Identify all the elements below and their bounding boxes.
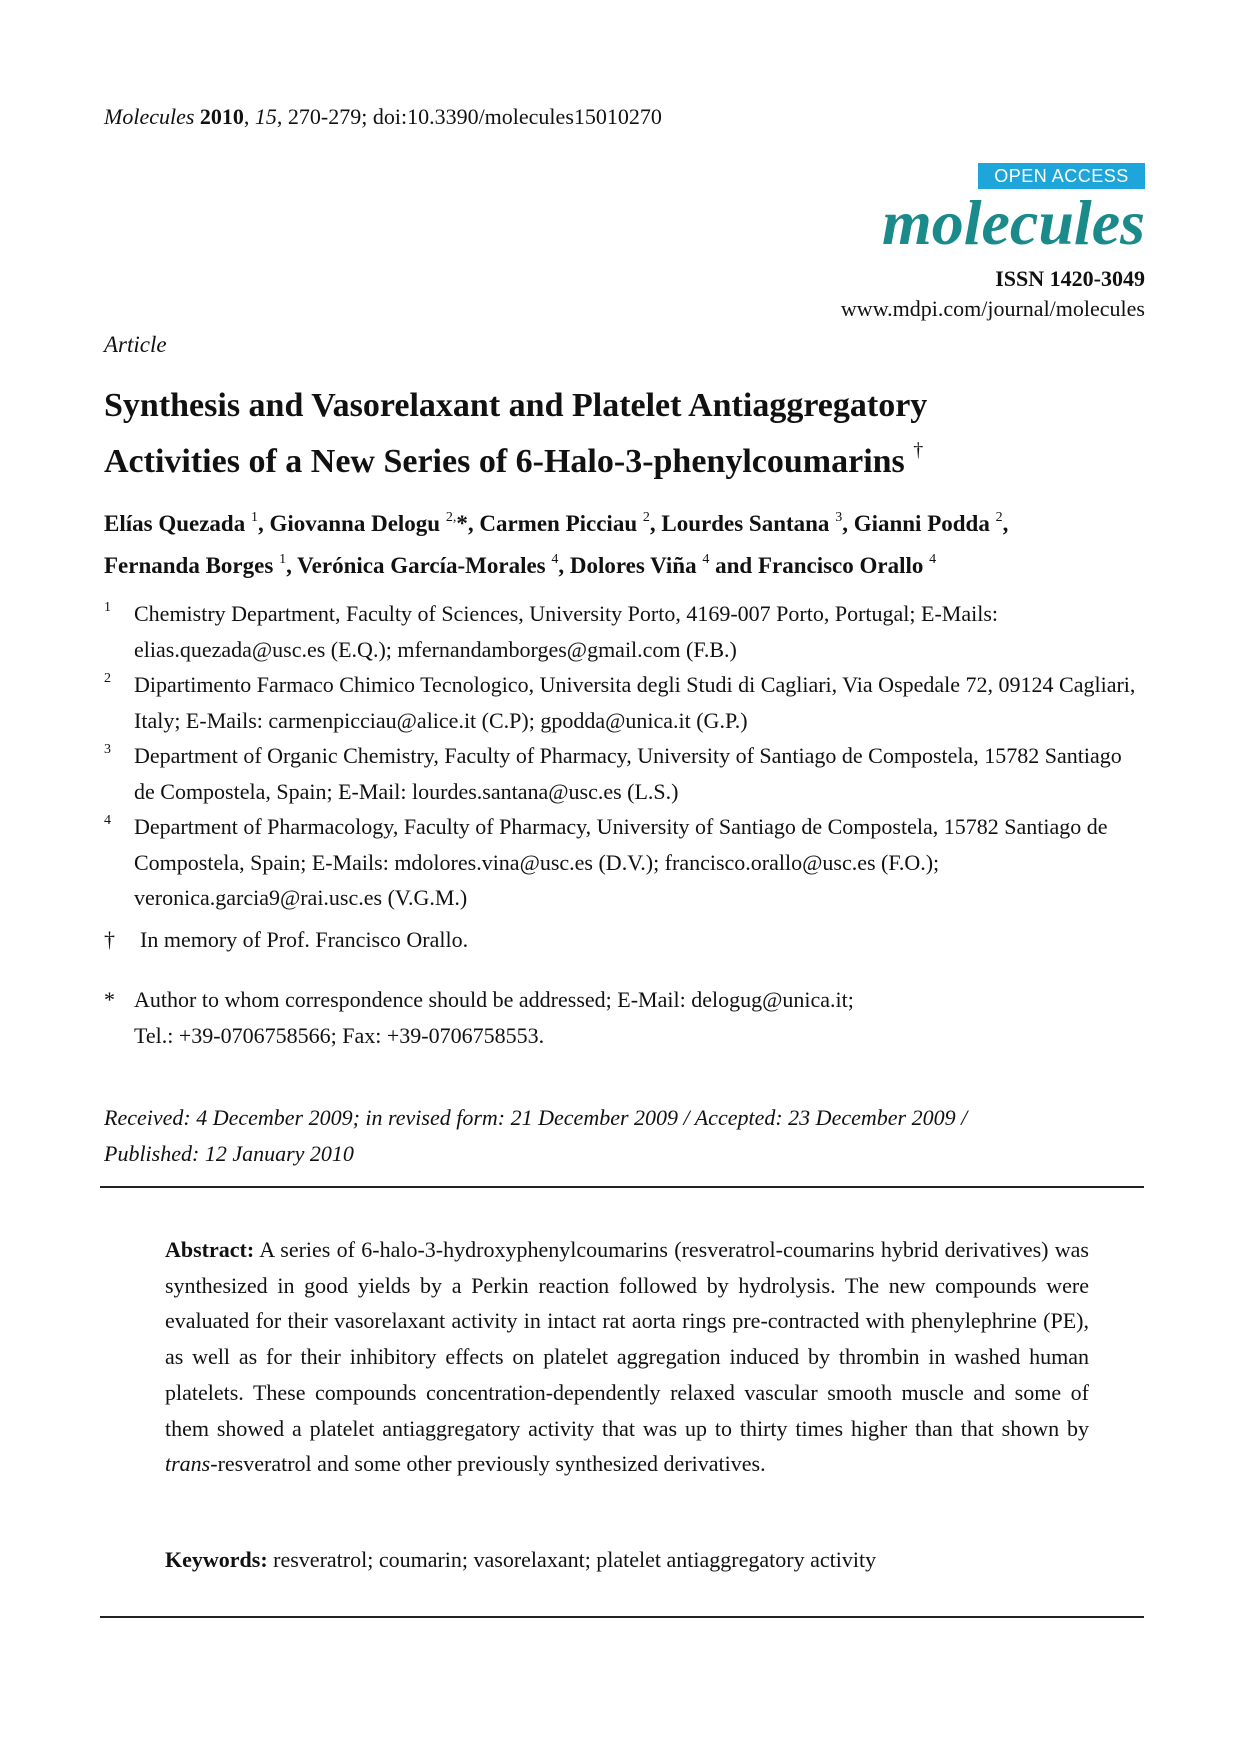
corresponding-mark: * [456, 511, 468, 536]
affiliation-number: 3 [104, 742, 111, 757]
author-sep: , [842, 511, 854, 536]
affiliation-list [104, 596, 1144, 916]
author-sep: , [649, 511, 662, 536]
journal-logo: molecules [881, 187, 1145, 258]
abstract-tail: -resveratrol and some other previously synthesized derivatives. [210, 1451, 766, 1477]
author-list [104, 500, 1144, 584]
journal-url[interactable]: www.mdpi.com/journal/molecules [840, 296, 1145, 321]
author [479, 511, 661, 536]
author-affil: 4 [551, 552, 559, 567]
dates-line-1: Received: 4 December 2009; in revised form: 21 December 2009 / Accepted: 23 December 2009 / [104, 1105, 968, 1130]
author-sep: and [709, 553, 758, 578]
dagger-mark: † [104, 927, 115, 952]
keywords-text: resveratrol; coumarin; vasorelaxant; platelet antiaggregatory activity [267, 1547, 877, 1572]
author-affil: 2 [642, 510, 650, 525]
author-affil: 4 [702, 552, 710, 567]
author [661, 511, 853, 536]
author [297, 553, 570, 578]
citation-journal: Molecules [104, 104, 195, 129]
title-line-1: Synthesis and Vasorelaxant and Platelet Antiaggregatory [104, 387, 928, 424]
author-affil: 4 [929, 552, 937, 567]
issn: ISSN 1420-3049 [995, 266, 1145, 291]
article-type: Article [104, 332, 167, 357]
affiliation-text: Department of Pharmacology, Faculty of Pharmacy, University of Santiago de Compostela, 15782 Santiago de Compostela, Spain; E-Mails: mdolores.vina@usc.es (D.V.); francisco.orallo@usc.es (F.O.); veronica.garcia9@rai.usc.es (V.G.M.) [134, 814, 1108, 910]
affiliation [104, 667, 1144, 738]
affiliation [104, 809, 1144, 916]
asterisk-mark: * [104, 987, 115, 1012]
affiliation-number: 1 [104, 600, 111, 615]
author-name: Francisco Orallo [757, 553, 924, 578]
author [758, 553, 936, 578]
affiliation-number: 4 [104, 813, 111, 828]
correspondence-note [104, 982, 1144, 1053]
correspondence-line-1 [104, 982, 1144, 1018]
title-dagger: † [913, 439, 924, 461]
memorial-note [104, 922, 1144, 958]
author [104, 553, 297, 578]
author-name: Dolores Viña [569, 553, 697, 578]
citation-line: Molecules 2010, 15, 270-279; doi:10.3390/molecules15010270 [104, 104, 662, 129]
author-name: Carmen Picciau [479, 511, 638, 536]
title-line-2-text: Activities of a New Series of 6-Halo-3-phenylcoumarins [104, 443, 905, 480]
author-sep: , [286, 553, 298, 578]
top-divider [100, 1186, 1144, 1188]
bottom-divider [100, 1616, 1144, 1618]
author-sep: , [558, 553, 570, 578]
author-affil: 2, [445, 510, 457, 525]
author [104, 511, 269, 536]
abstract-italic: trans [165, 1451, 211, 1477]
citation-pages-doi: , 270-279; doi:10.3390/molecules15010270 [276, 104, 662, 129]
author-sep: , [1002, 511, 1009, 536]
author-affil: 1 [279, 552, 287, 567]
author-sep: , [467, 511, 480, 536]
affiliation-number: 2 [104, 671, 111, 686]
author-name: Giovanna Delogu [269, 511, 441, 536]
abstract [165, 1232, 1089, 1482]
affiliation [104, 596, 1144, 667]
affiliation-text: Department of Organic Chemistry, Faculty of Pharmacy, University of Santiago de Compostela, 15782 Santiago de Compostela, Spain; E-Mail: lourdes.santana@usc.es (L.S.) [134, 743, 1122, 804]
title-line-2 [104, 428, 1104, 484]
publication-dates [104, 1100, 1144, 1172]
memorial-text: In memory of Prof. Francisco Orallo. [140, 927, 469, 952]
paper-title [104, 384, 1104, 484]
author [854, 511, 1009, 536]
open-access-badge: OPEN ACCESS [978, 163, 1145, 189]
author-affil: 3 [835, 510, 843, 525]
affiliation-text: Dipartimento Farmaco Chimico Tecnologico, Universita degli Studi di Cagliari, Via Ospedale 72, 09124 Cagliari, Italy; E-Mails: carmenpicciau@alice.it (C.P); gpodda@unica.it (G.P.) [134, 672, 1136, 733]
author [570, 553, 758, 578]
correspondence-line-2: Tel.: +39-0706758566; Fax: +39-0706758553. [134, 1022, 545, 1048]
author-affil: 1 [250, 510, 258, 525]
author-name: Lourdes Santana [661, 511, 830, 536]
citation-year: 2010 [199, 104, 244, 129]
abstract-label: Abstract: [165, 1237, 255, 1262]
correspondence-text: Author to whom correspondence should be addressed; E-Mail: delogug@unica.it; [134, 987, 854, 1012]
keywords [165, 1542, 1089, 1578]
author-name: Verónica García-Morales [297, 553, 546, 578]
author-name: Elías Quezada [104, 511, 246, 536]
affiliation-text: Chemistry Department, Faculty of Sciences, University Porto, 4169-007 Porto, Portugal; E-Mails: elias.quezada@usc.es (E.Q.); mfernandamborges@gmail.com (F.B.) [134, 601, 998, 662]
citation-volume: 15 [254, 104, 277, 129]
keywords-label: Keywords: [165, 1547, 268, 1572]
abstract-text: A series of 6-halo-3-hydroxyphenylcoumarins (resveratrol-coumarins hybrid derivatives) was synthesized in good yields by a Perkin reaction followed by hydrolysis. The new compounds were evaluated for their vasorelaxant activity in intact rat aorta rings pre-contracted with phenylephrine (PE), as well as for their inhibitory effects on platelet aggregation induced by thrombin in washed human platelets. These compounds concentration-dependently relaxed vascular smooth muscle and some of them showed a platelet antiaggregatory activity that was up to thirty times higher than that shown by [165, 1237, 1089, 1441]
affiliation [104, 738, 1144, 809]
dates-line-2: Published: 12 January 2010 [104, 1141, 354, 1166]
author-name: Fernanda Borges [104, 553, 274, 578]
author-name: Gianni Podda [853, 511, 990, 536]
author [269, 511, 479, 536]
author-sep: , [257, 511, 270, 536]
author-affil: 2 [995, 510, 1003, 525]
